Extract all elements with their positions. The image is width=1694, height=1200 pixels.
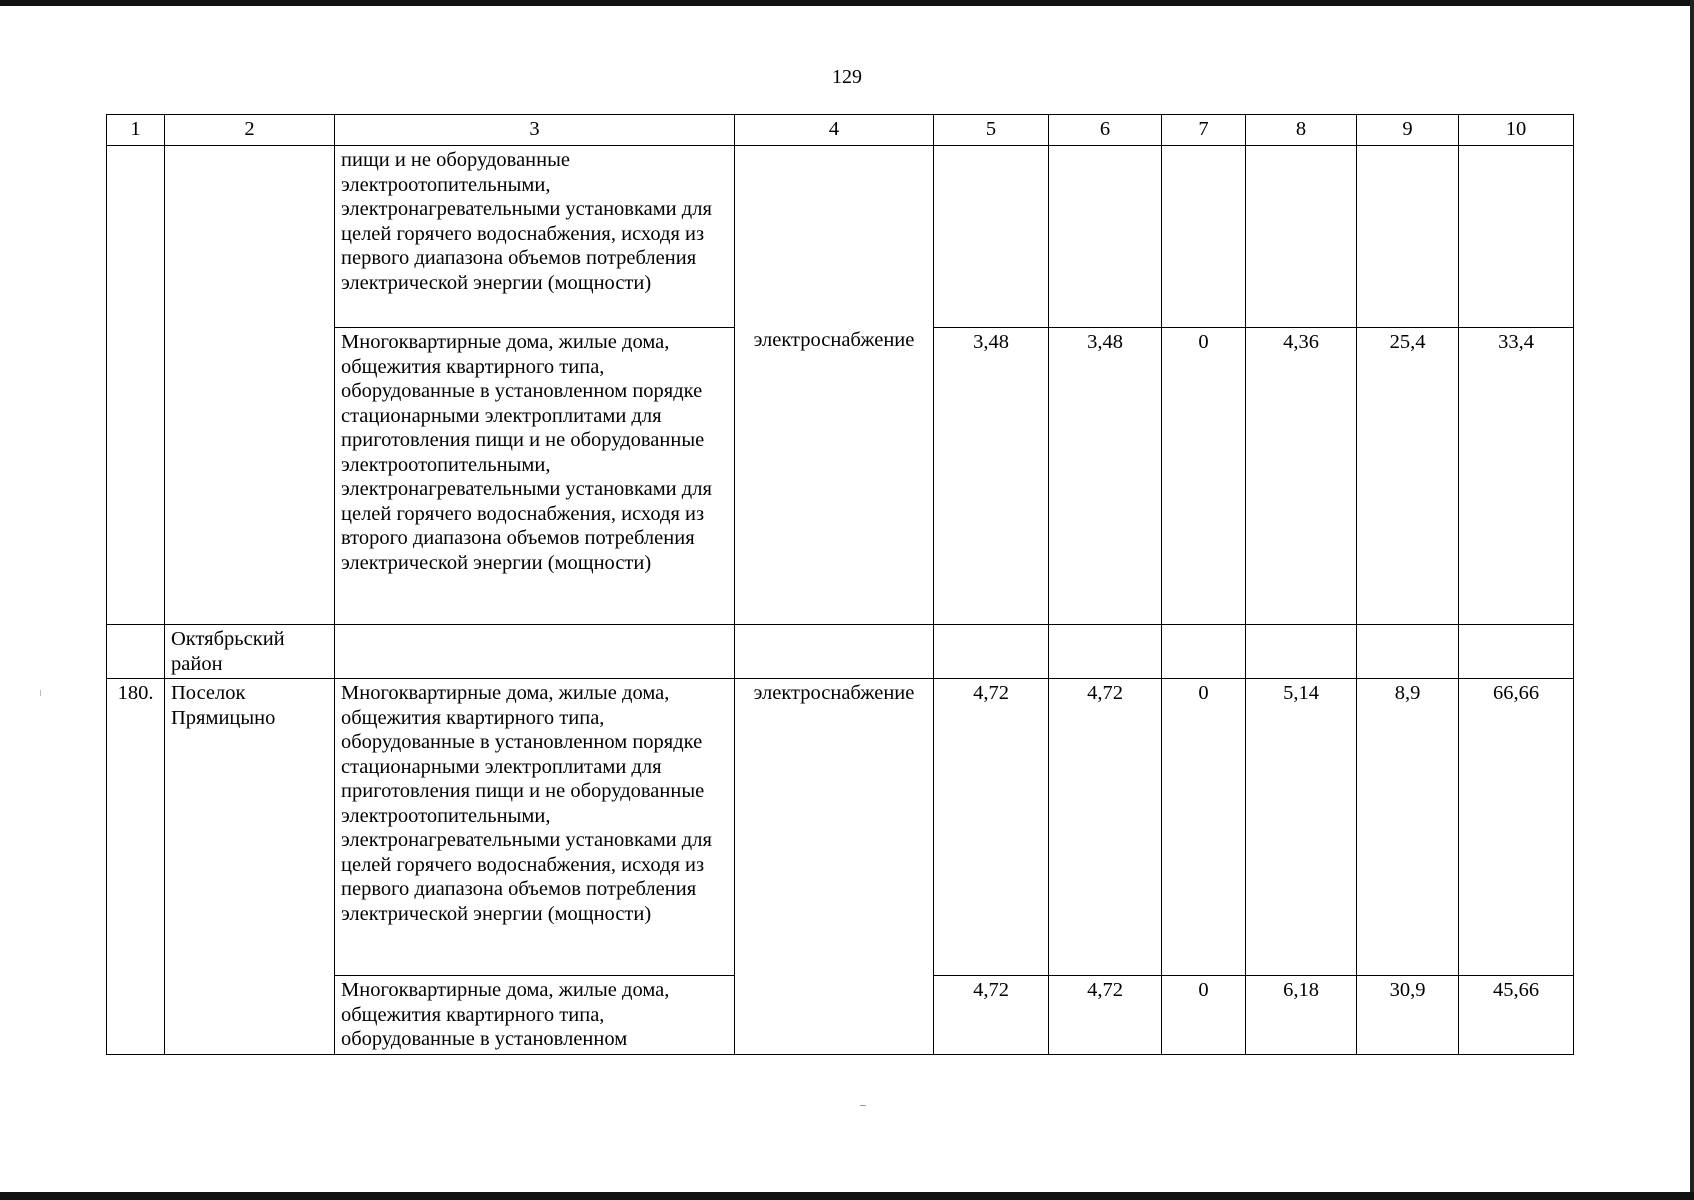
column-header: 7 — [1162, 115, 1246, 146]
tariff-table — [106, 114, 1574, 1055]
scan-border-right — [1690, 0, 1694, 1200]
value-cell — [934, 625, 1049, 679]
value-cell: 3,48 — [1049, 328, 1162, 625]
column-header: 8 — [1246, 115, 1357, 146]
district-name: Октябрьский район — [165, 625, 335, 679]
value-cell: 66,66 — [1459, 679, 1574, 976]
value-cell — [1049, 146, 1162, 328]
value-cell: 8,9 — [1357, 679, 1459, 976]
district-row — [107, 625, 1574, 679]
value-cell — [1246, 146, 1357, 328]
column-header: 4 — [735, 115, 934, 146]
value-cell — [1357, 146, 1459, 328]
service-cell — [735, 625, 934, 679]
settlement-name: Поселок Прямицыно — [165, 679, 335, 1055]
scan-speck — [40, 690, 41, 696]
value-cell — [1357, 625, 1459, 679]
column-header: 5 — [934, 115, 1049, 146]
value-cell — [1459, 146, 1574, 328]
value-cell: 33,4 — [1459, 328, 1574, 625]
page-number: 129 — [832, 66, 862, 88]
description-cell — [335, 625, 735, 679]
value-cell: 0 — [1162, 976, 1246, 1055]
description-cell: Многоквартирные дома, жилые дома, общежития квартирного типа, оборудованные в установленном порядке стационарными электроплитами для приготовления пищи и не оборудованные электроотопительными, электронагревательными установками для целей горячего водоснабжения, исходя из первого диапазона объемов потребления электрической энергии (мощности) — [335, 679, 735, 976]
index-cell — [107, 146, 165, 625]
value-cell — [934, 146, 1049, 328]
value-cell — [1246, 625, 1357, 679]
value-cell — [1162, 625, 1246, 679]
table-header-row — [107, 115, 1574, 146]
column-header: 1 — [107, 115, 165, 146]
value-cell: 45,66 — [1459, 976, 1574, 1055]
description-cell: пищи и не оборудованные электроотопительными, электронагревательными установками для целей горячего водоснабжения, исходя из первого диапазона объемов потребления электрической энергии (мощности) — [335, 146, 735, 328]
scan-border-top — [0, 0, 1694, 6]
scan-border-bottom — [0, 1192, 1694, 1200]
index-cell — [107, 625, 165, 679]
column-header: 2 — [165, 115, 335, 146]
value-cell — [1162, 146, 1246, 328]
service-cell: электроснабжение — [735, 146, 934, 625]
value-cell: 4,36 — [1246, 328, 1357, 625]
column-header: 10 — [1459, 115, 1574, 146]
description-cell: Многоквартирные дома, жилые дома, общежития квартирного типа, оборудованные в установленном — [335, 976, 735, 1055]
value-cell: 3,48 — [934, 328, 1049, 625]
value-cell: 0 — [1162, 328, 1246, 625]
settlement-cell — [165, 146, 335, 625]
value-cell: 4,72 — [1049, 679, 1162, 976]
column-header: 6 — [1049, 115, 1162, 146]
value-cell: 0 — [1162, 679, 1246, 976]
description-cell: Многоквартирные дома, жилые дома, общежития квартирного типа, оборудованные в установленном порядке стационарными электроплитами для приготовления пищи и не оборудованные электроотопительными, электронагревательными установками для целей горячего водоснабжения, исходя из второго диапазона объемов потребления электрической энергии (мощности) — [335, 328, 735, 625]
row-index: 180. — [107, 679, 165, 1055]
value-cell: 30,9 — [1357, 976, 1459, 1055]
value-cell — [1049, 625, 1162, 679]
scan-speck — [860, 1105, 866, 1106]
column-header: 3 — [335, 115, 735, 146]
value-cell: 4,72 — [934, 679, 1049, 976]
value-cell: 5,14 — [1246, 679, 1357, 976]
table-row — [107, 679, 1574, 976]
value-cell: 4,72 — [1049, 976, 1162, 1055]
value-cell: 6,18 — [1246, 976, 1357, 1055]
column-header: 9 — [1357, 115, 1459, 146]
service-cell: электроснабжение — [735, 679, 934, 1055]
value-cell — [1459, 625, 1574, 679]
value-cell: 25,4 — [1357, 328, 1459, 625]
value-cell: 4,72 — [934, 976, 1049, 1055]
table-row — [107, 146, 1574, 328]
